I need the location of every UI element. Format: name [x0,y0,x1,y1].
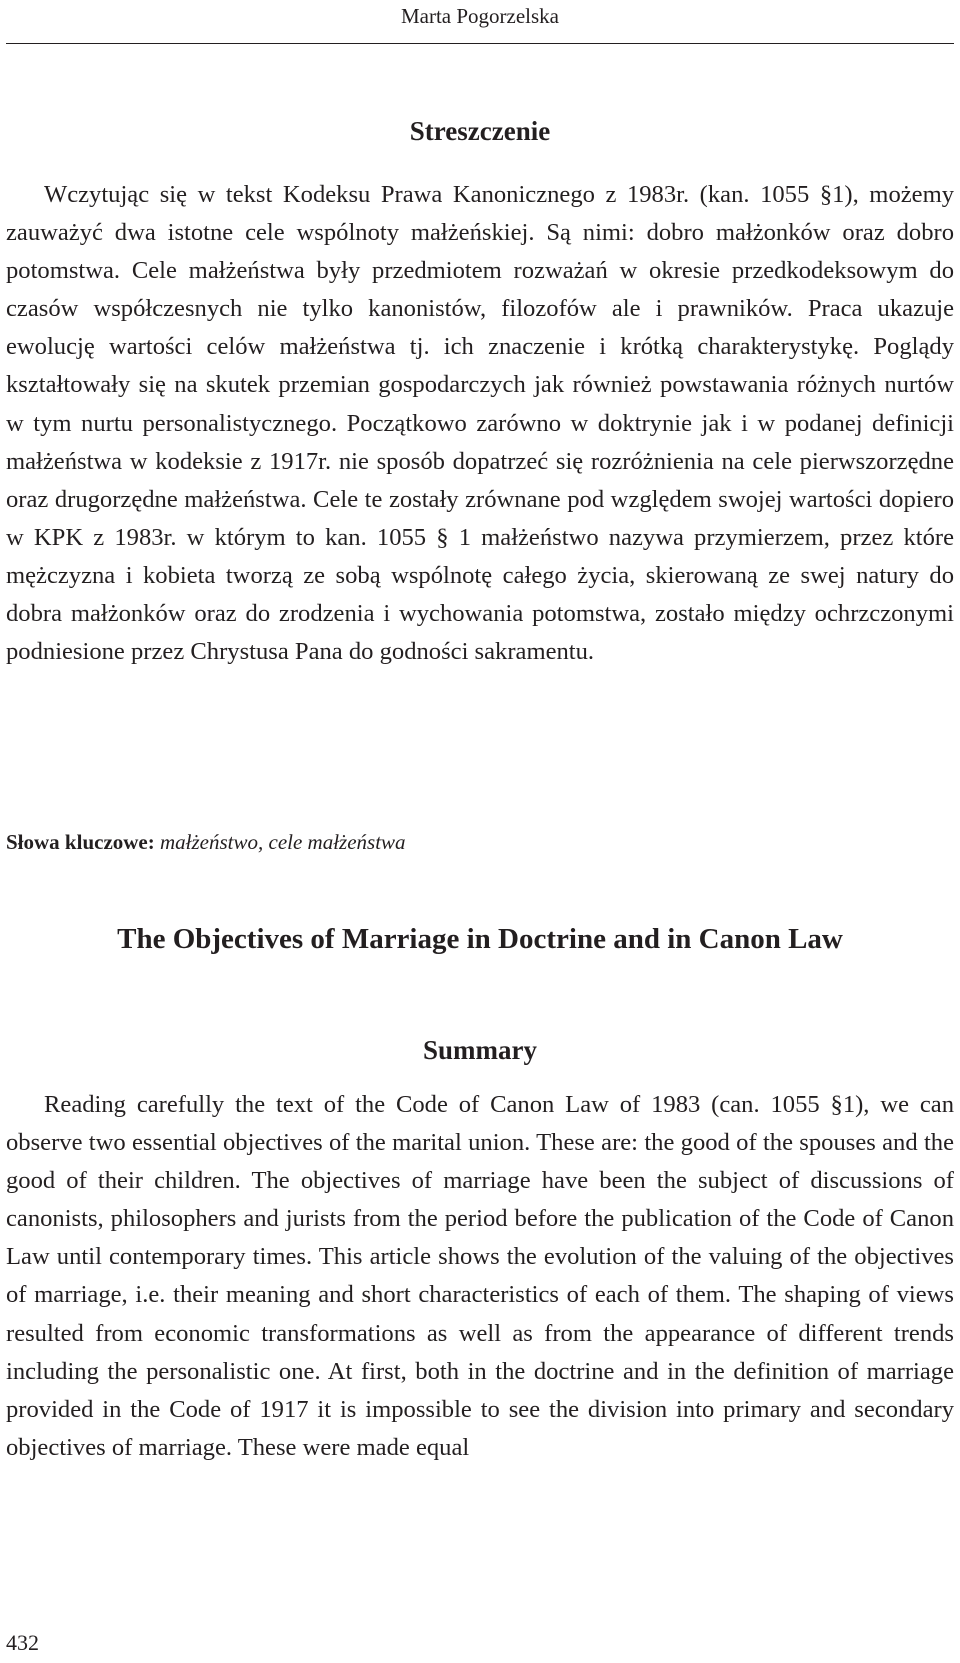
streszczenie-heading: Streszczenie [409,116,551,146]
keywords-line [6,829,954,855]
summary-heading: Summary [423,1035,537,1065]
header-rule [6,43,954,44]
keywords-values: małżeństwo, cele małżeństwa [160,830,406,854]
english-article-title: The Objectives of Marriage in Doctrine and in Canon Law [117,923,843,955]
polish-abstract-paragraph: Wczytując się w tekst Kodeksu Prawa Kanonicznego z 1983r. (kan. 1055 §1), możemy zauważyć dwa istotne cele wspólnoty małżeńskiej. Są nimi: dobro małżonków oraz dobro potomstwa. Cele małżeństwa były przedmiotem rozważań w okresie przedkodeksowym do czasów współczesnych nie tylko kanonistów, filozofów ale i prawników. Praca ukazuje ewolucję wartości celów małżeństwa tj. ich znaczenie i krótką charakterystykę. Poglądy kształtowały się na skutek przemian gospodarczych jak również powstawania różnych nurtów w tym nurtu personalistycznego. Początkowo zarówno w doktrynie jak i w podanej definicji małżeństwa w kodeksie z 1917r. nie sposób dopatrzeć się rozróżnienia na cele pierwszorzędne oraz drugorzędne małżeństwa. Cele te zostały zrównane pod względem swojej wartości dopiero w KPK z 1983r. w którym to kan. 1055 § 1 małżeństwo nazywa przymierzem, przez które mężczyzna i kobieta tworzą ze sobą wspólnotę całego życia, skierowaną ze swej natury do dobra małżonków oraz do zrodzenia i wychowania potomstwa, zostało między ochrzczonymi podniesione przez Chrystusa Pana do godności sakramentu. [6,181,954,666]
page-number: 432 [6,1630,39,1655]
english-abstract-paragraph: Reading carefully the text of the Code of Canon Law of 1983 (can. 1055 §1), we can observe two essential objectives of the marital union. These are: the good of the spouses and the good of their children. The objectives of marriage have been the subject of discussions of canonists, philosophers and jurists from the period before the publication of the Code of Canon Law until contemporary times. This article shows the evolution of the valuing of the objectives of marriage, i.e. their meaning and short characteristics of each of them. The shaping of views resulted from economic transformations as well as from the appearance of different trends including the personalistic one. At first, both in the doctrine and in the definition of marriage provided in the Code of 1917 it is impossible to see the division into primary and secondary objectives of marriage. These were made equal [6,1091,954,1461]
keywords-label: Słowa kluczowe: [6,830,155,854]
running-head-author: Marta Pogorzelska [400,4,560,28]
